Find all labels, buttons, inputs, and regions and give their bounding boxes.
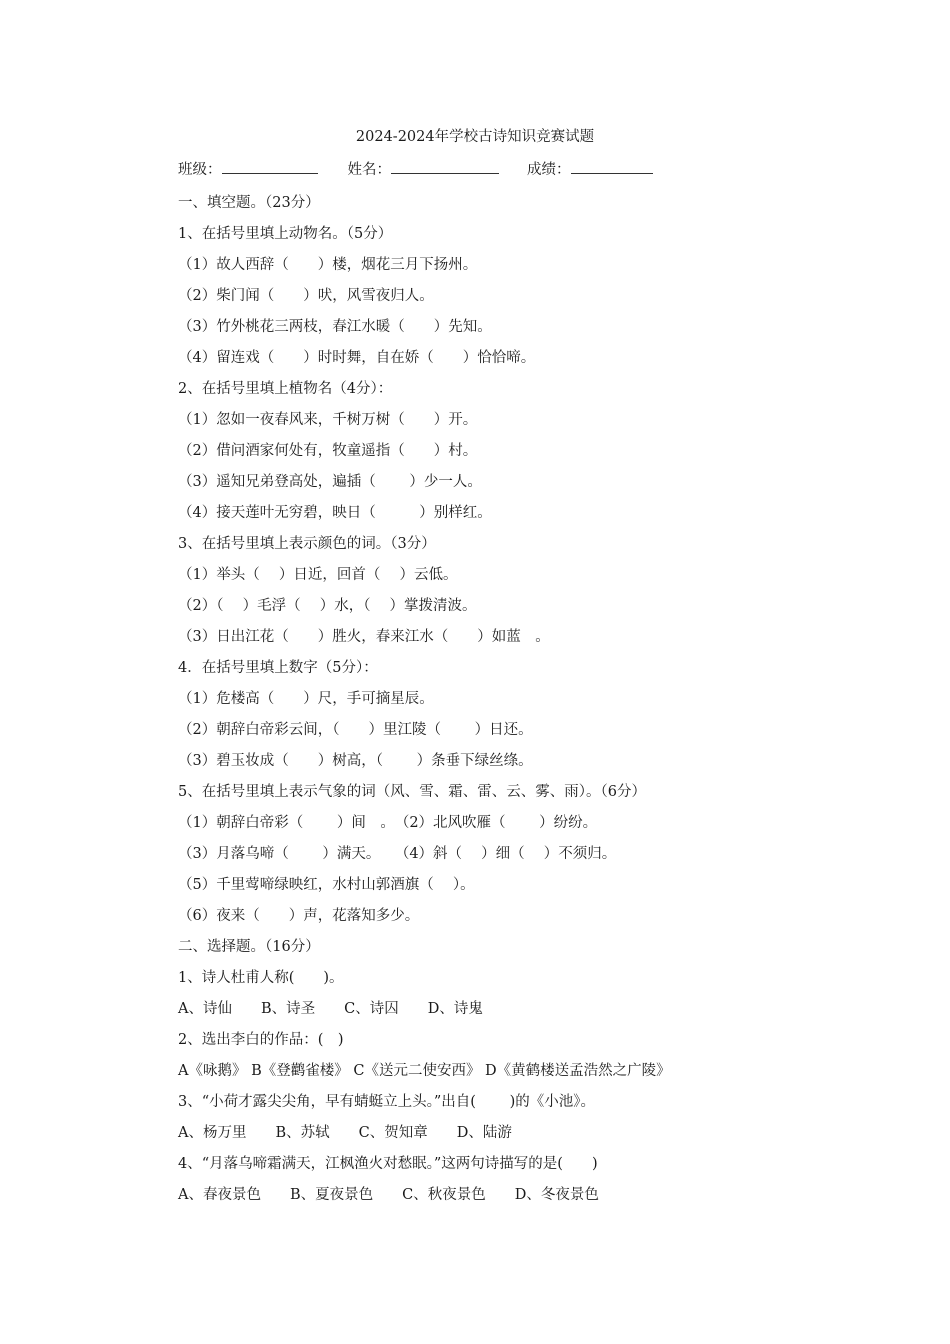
question-line: 1、诗人杜甫人称( )。 — [178, 970, 344, 986]
question-line: 4、“月落乌啼霜满天，江枫渔火对愁眠。”这两句诗描写的是( ) — [178, 1156, 598, 1172]
question-line: （1）忽如一夜春风来，千树万树（ ）开。 — [178, 412, 478, 428]
question-line: （3）碧玉妆成（ ）树高，（ ）条垂下绿丝绦。 — [178, 753, 533, 769]
question-line: （1）举头（ ）日近，回首（ ）云低。 — [178, 567, 458, 583]
question-line: （5）千里莺啼绿映红，水村山郭酒旗（ ）。 — [178, 877, 475, 893]
question-line: （3）竹外桃花三两枝，春江水暖（ ）先知。 — [178, 319, 492, 335]
question-line: （1）故人西辞（ ）楼，烟花三月下扬州。 — [178, 257, 478, 273]
question-line: 3、“小荷才露尖尖角，早有蜻蜓立上头。”出自( )的《小池》。 — [178, 1094, 595, 1110]
question-line: （4）接天莲叶无穷碧，映日（ ）别样红。 — [178, 505, 492, 521]
question-line: （2）（ ）毛浮（ ）水，（ ）掌拨清波。 — [178, 598, 477, 614]
score-label: 成绩： — [527, 162, 571, 178]
question-line: 4．在括号里填上数字（5分）： — [178, 660, 378, 676]
question-line: 一、填空题。（23分） — [178, 195, 320, 211]
question-line: （2）朝辞白帝彩云间，（ ）里江陵（ ）日还。 — [178, 722, 533, 738]
question-line: 3、在括号里填上表示颜色的词。（3分） — [178, 536, 436, 552]
exam-title: 2024-2024年学校古诗知识竞赛试题 — [355, 129, 595, 145]
question-line: （6）夜来（ ）声，花落知多少。 — [178, 908, 420, 924]
question-line: A、诗仙 B、诗圣 C、诗囚 D、诗鬼 — [178, 1001, 483, 1017]
name-label: 姓名： — [347, 162, 391, 178]
question-line: （2）借问酒家何处有，牧童遥指（ ）村。 — [178, 443, 478, 459]
question-line: （4）留连戏（ ）时时舞，自在娇（ ）恰恰啼。 — [178, 350, 536, 366]
question-list — [178, 188, 818, 1211]
question-line: （3）遥知兄弟登高处，遍插（ ）少一人。 — [178, 474, 482, 490]
score-blank[interactable] — [571, 158, 653, 174]
question-line: A《咏鹅》 B《登鹳雀楼》 C《送元二使安西》 D《黄鹤楼送孟浩然之广陵》 — [178, 1063, 671, 1079]
name-blank[interactable] — [391, 158, 499, 174]
question-line: 2、选出李白的作品：( ) — [178, 1032, 344, 1048]
question-line: A、杨万里 B、苏轼 C、贺知章 D、陆游 — [178, 1125, 512, 1141]
question-line: （3）月落乌啼（ ）满天。 （4）斜（ ）细（ ）不须归。 — [178, 846, 617, 862]
question-line: A、春夜景色 B、夏夜景色 C、秋夜景色 D、冬夜景色 — [178, 1187, 599, 1203]
question-line: 2、在括号里填上植物名（4分）： — [178, 381, 393, 397]
student-info-row — [178, 158, 653, 180]
question-line: （3）日出江花（ ）胜火，春来江水（ ）如蓝 。 — [178, 629, 550, 645]
question-line: 1、在括号里填上动物名。（5分） — [178, 226, 393, 242]
question-line: （1）朝辞白帝彩（ ）间 。 （2）北风吹雁（ ）纷纷。 — [178, 815, 598, 831]
question-line: （1）危楼高（ ）尺，手可摘星辰。 — [178, 691, 434, 707]
question-line: 5、在括号里填上表示气象的词（风、雪、霜、雷、云、雾、雨）。（6分） — [178, 784, 646, 800]
class-label: 班级： — [178, 162, 222, 178]
class-blank[interactable] — [222, 158, 318, 174]
question-line: 二、选择题。（16分） — [178, 939, 320, 955]
question-line: （2）柴门闻（ ）吠，风雪夜归人。 — [178, 288, 434, 304]
